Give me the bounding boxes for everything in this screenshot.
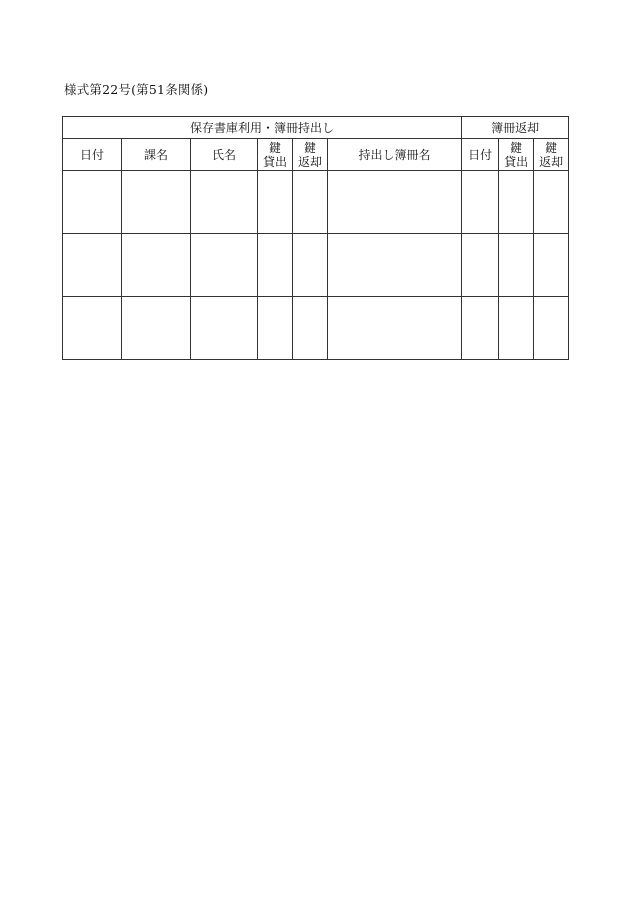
column-header-row — [63, 139, 569, 171]
table-row — [63, 171, 569, 234]
entry-return-key-return-cell[interactable] — [534, 297, 569, 360]
storage-usage-ledger-table — [62, 116, 569, 360]
column-header-key-lend-top: 鍵 — [268, 140, 281, 155]
entry-name-cell[interactable] — [191, 297, 258, 360]
column-header-return-key-return-bottom: 返却 — [539, 154, 564, 169]
entry-name-cell[interactable] — [191, 234, 258, 297]
entry-return-key-lend-cell[interactable] — [499, 297, 534, 360]
column-header-key-lend — [258, 139, 293, 171]
column-header-key-lend-bottom: 貸出 — [262, 154, 287, 169]
column-header-return-key-lend-bottom: 貸出 — [504, 154, 529, 169]
entry-date-cell[interactable] — [63, 171, 122, 234]
entry-return-key-return-cell[interactable] — [534, 171, 569, 234]
column-header-key-return-bottom: 返却 — [297, 154, 322, 169]
entry-return-key-lend-cell[interactable] — [499, 234, 534, 297]
entry-section-cell[interactable] — [122, 297, 191, 360]
column-header-key-return-top: 鍵 — [303, 140, 316, 155]
entry-return-key-lend-cell[interactable] — [499, 171, 534, 234]
entry-ledger-name-cell[interactable] — [328, 234, 462, 297]
entry-section-cell[interactable] — [122, 234, 191, 297]
table-row — [63, 297, 569, 360]
column-header-return-key-lend-top: 鍵 — [510, 140, 523, 155]
entry-key-lend-cell[interactable] — [258, 297, 293, 360]
group-header-row — [63, 117, 569, 139]
column-header-date: 日付 — [63, 139, 122, 171]
entry-key-lend-cell[interactable] — [258, 234, 293, 297]
entry-key-return-cell[interactable] — [293, 171, 328, 234]
table-row — [63, 234, 569, 297]
entry-key-return-cell[interactable] — [293, 297, 328, 360]
entry-return-date-cell[interactable] — [462, 171, 499, 234]
group-header-ledger-return: 簿冊返却 — [462, 117, 569, 139]
entry-key-return-cell[interactable] — [293, 234, 328, 297]
entry-key-lend-cell[interactable] — [258, 171, 293, 234]
column-header-return-key-return-top: 鍵 — [545, 140, 558, 155]
entry-return-date-cell[interactable] — [462, 234, 499, 297]
entry-name-cell[interactable] — [191, 171, 258, 234]
column-header-return-key-lend — [499, 139, 534, 171]
entry-section-cell[interactable] — [122, 171, 191, 234]
group-header-usage-checkout: 保存書庫利用・簿冊持出し — [63, 117, 462, 139]
column-header-key-return — [293, 139, 328, 171]
entry-date-cell[interactable] — [63, 297, 122, 360]
form-number-label: 様式第22号(第51条関係) — [64, 82, 209, 97]
entry-ledger-name-cell[interactable] — [328, 171, 462, 234]
column-header-return-date: 日付 — [462, 139, 499, 171]
entry-return-date-cell[interactable] — [462, 297, 499, 360]
entry-return-key-return-cell[interactable] — [534, 234, 569, 297]
entry-ledger-name-cell[interactable] — [328, 297, 462, 360]
column-header-ledger-name: 持出し簿冊名 — [328, 139, 462, 171]
column-header-return-key-return — [534, 139, 569, 171]
column-header-section-name: 課名 — [122, 139, 191, 171]
entry-date-cell[interactable] — [63, 234, 122, 297]
column-header-person-name: 氏名 — [191, 139, 258, 171]
